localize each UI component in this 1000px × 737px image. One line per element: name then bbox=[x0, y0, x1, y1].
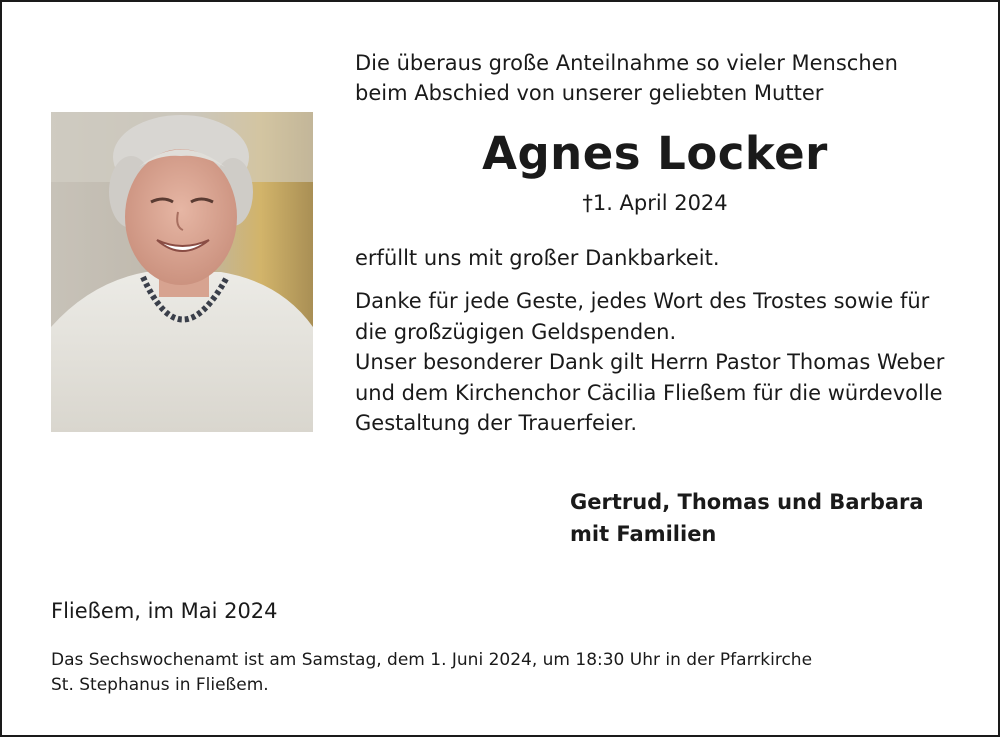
family-signature bbox=[570, 486, 924, 550]
thanks-line: Unser besonderer Dank gilt Herrn Pastor Thomas Weber bbox=[355, 350, 945, 374]
death-date: †1. April 2024 bbox=[582, 191, 728, 215]
thanks-line: die großzügigen Geldspenden. bbox=[355, 319, 677, 344]
deceased-name: Agnes Locker bbox=[482, 127, 828, 180]
memorial-service-info bbox=[51, 648, 812, 698]
intro-line: beim Abschied von unserer geliebten Mutter bbox=[355, 81, 824, 105]
place-date: Fließem, im Mai 2024 bbox=[51, 599, 278, 623]
thanks-line: Gestaltung der Trauerfeier. bbox=[355, 411, 638, 435]
intro-line: Die überaus große Anteilnahme so vieler Menschen bbox=[355, 51, 898, 75]
gratitude-line: erfüllt uns mit großer Dankbarkeit. bbox=[355, 246, 720, 270]
thanks-text bbox=[355, 286, 944, 439]
service-line: Das Sechswochenamt ist am Samstag, dem 1. Juni 2024, um 18:30 Uhr in der Pfarrkirche bbox=[51, 650, 813, 670]
signature-line: Gertrud, Thomas und Barbara bbox=[570, 490, 924, 514]
service-line: St. Stephanus in Fließem. bbox=[51, 675, 269, 695]
intro-text bbox=[355, 48, 898, 108]
thanks-line: Danke für jede Geste, jedes Wort des Trostes sowie für bbox=[355, 289, 930, 313]
thanks-line: und dem Kirchenchor Cäcilia Fließem für die würdevolle bbox=[355, 380, 943, 405]
signature-line: mit Familien bbox=[570, 522, 717, 546]
portrait-photo-image bbox=[51, 112, 313, 432]
portrait-photo bbox=[51, 112, 313, 432]
